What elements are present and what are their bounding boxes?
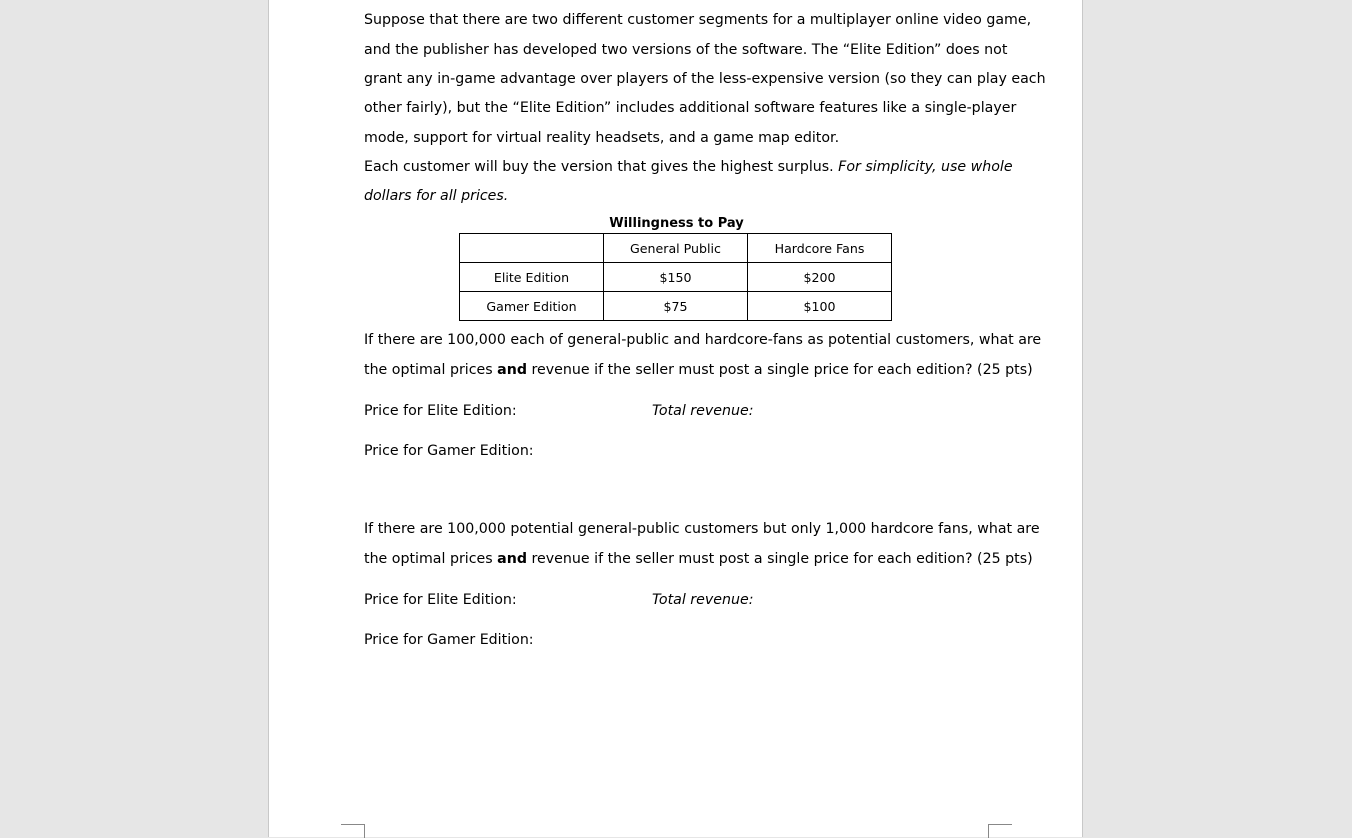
table-cell: $150	[604, 263, 748, 292]
document-page	[268, 0, 1083, 837]
q1-line-2-a: the optimal prices	[364, 362, 498, 378]
q2-line-1: If there are 100,000 potential general-public customers but only 1,000 hardcore fans, what are	[364, 521, 1040, 537]
table-row	[460, 292, 892, 321]
q1-line-2-b: revenue if the seller must post a single price for each edition? (25 pts)	[527, 362, 1033, 378]
table-cell: Gamer Edition	[460, 292, 604, 321]
intro-line-1: Suppose that there are two different customer segments for a multiplayer online video game,	[364, 12, 1032, 28]
table-title: Willingness to Pay	[609, 216, 744, 231]
intro-line-6-italic: For simplicity, use whole	[838, 159, 1013, 175]
table-cell: $75	[604, 292, 748, 321]
q1-line-2-bold: and	[497, 362, 528, 378]
table-header-row	[460, 234, 892, 263]
q1-gamer-price-label: Price for Gamer Edition:	[364, 443, 534, 459]
q2-line-2-b: revenue if the seller must post a single price for each edition? (25 pts)	[527, 551, 1033, 567]
intro-line-5: mode, support for virtual reality headsets, and a game map editor.	[364, 130, 840, 146]
q1-line-1: If there are 100,000 each of general-public and hardcore-fans as potential customers, what are	[364, 332, 1042, 348]
table-cell: $100	[748, 292, 892, 321]
table-row	[460, 263, 892, 292]
q1-elite-price-label: Price for Elite Edition:	[364, 403, 517, 419]
intro-line-4: other fairly), but the “Elite Edition” includes additional software features like a single-player	[364, 100, 1017, 116]
margin-corner-mark-right	[988, 824, 1012, 838]
table-header-cell	[460, 234, 604, 263]
intro-line-2: and the publisher has developed two versions of the software. The “Elite Edition” does not	[364, 42, 1008, 58]
q2-line-2-a: the optimal prices	[364, 551, 498, 567]
table-header-cell: General Public	[604, 234, 748, 263]
q2-line-2-bold: and	[497, 551, 528, 567]
intro-line-7: dollars for all prices.	[364, 188, 509, 204]
intro-line-6-plain: Each customer will buy the version that gives the highest surplus.	[364, 159, 839, 175]
q2-gamer-price-label: Price for Gamer Edition:	[364, 632, 534, 648]
intro-line-3: grant any in-game advantage over players of the less-expensive version (so they can play each	[364, 71, 1046, 87]
q2-elite-price-label: Price for Elite Edition:	[364, 592, 517, 608]
q2-total-revenue-label: Total revenue:	[652, 592, 754, 608]
q1-total-revenue-label: Total revenue:	[652, 403, 754, 419]
table-header-cell: Hardcore Fans	[748, 234, 892, 263]
willingness-to-pay-table	[459, 233, 892, 321]
intro-line-6	[364, 157, 1013, 177]
q1-line-2	[364, 360, 1033, 380]
table-cell: Elite Edition	[460, 263, 604, 292]
margin-corner-mark-left	[341, 824, 365, 838]
table-cell: $200	[748, 263, 892, 292]
q2-line-2	[364, 549, 1033, 569]
